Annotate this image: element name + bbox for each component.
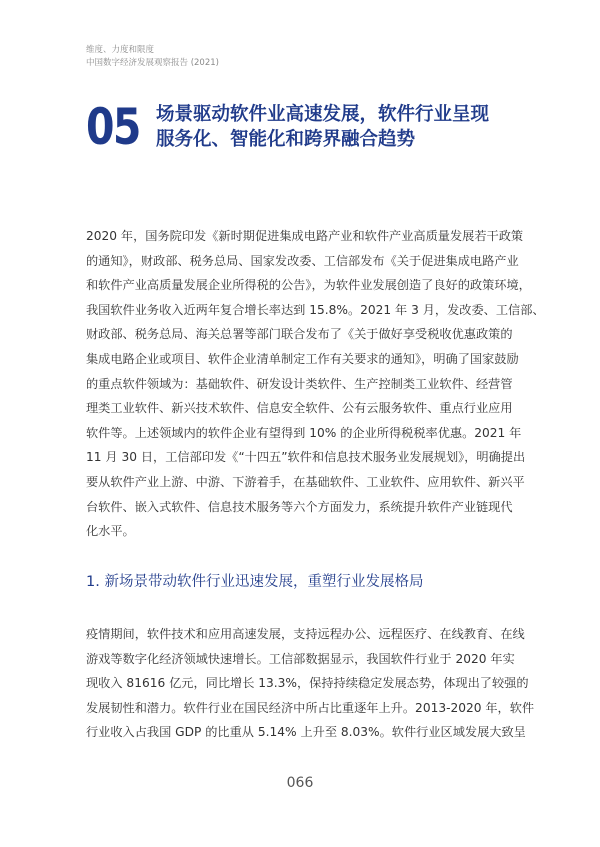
paragraph-line: 行业收入占我国 GDP 的比重从 5.14% 上升至 8.03%。软件行业区域发展大致呈 [86,725,526,740]
running-header [86,44,219,70]
section-heading: 1. 新场景带动软件行业迅速发展，重塑行业发展格局 [86,574,424,590]
intro-paragraph [86,224,545,544]
paragraph-line: 2020 年，国务院印发《新时期促进集成电路产业和软件产业高质量发展若干政策 [86,229,524,243]
chapter-title-line: 服务化、智能化和跨界融合趋势 [156,129,416,150]
chapter-title-line: 场景驱动软件业高速发展，软件行业呈现 [156,104,490,125]
paragraph-line: 理类工业软件、新兴技术软件、信息安全软件、公有云服务软件、重点行业应用 [86,401,513,416]
header-report-title: 中国数字经济发展观察报告 (2021) [86,58,219,68]
paragraph-line: 化水平。 [86,524,135,539]
paragraph-line: 现收入 81616 亿元，同比增长 13.3%，保持持续稳定发展态势，体现出了较强的 [86,676,529,691]
paragraph-line: 发展韧性和潜力。软件行业在国民经济中所占比重逐年上升。2013-2020 年，软件 [86,700,535,715]
section-paragraph [86,622,535,745]
paragraph-line: 集成电路企业或项目、软件企业清单制定工作有关要求的通知》，明确了国家鼓励 [86,351,519,366]
paragraph-line: 的重点软件领域为：基础软件、研发设计类软件、生产控制类工业软件、经营管 [86,376,513,391]
paragraph-line: 的通知》，财政部、税务总局、国家发改委、工信部发布《关于促进集成电路产业 [86,253,519,268]
chapter-title [156,102,516,152]
paragraph-line: 我国软件业务收入近两年复合增长率达到 15.8%。2021 年 3 月，发改委、工信部、 [86,302,545,317]
paragraph-line: 疫情期间，软件技术和应用高速发展，支持远程办公、远程医疗、在线教育、在线 [86,627,525,641]
page-number: 066 [286,775,314,791]
chapter-number: 05 [86,98,140,156]
paragraph-line: 和软件产业高质量发展企业所得税的公告》，为软件业发展创造了良好的政策环境， [86,278,531,293]
paragraph-line: 要从软件产业上游、中游、下游着手，在基础软件、工业软件、应用软件、新兴平 [86,474,525,489]
paragraph-line: 游戏等数字化经济领域快速增长。工信部数据显示，我国软件行业于 2020 年实 [86,651,515,666]
paragraph-line: 财政部、税务总局、海关总署等部门联合发布了《关于做好享受税收优惠政策的 [86,327,513,342]
paragraph-line: 11 月 30 日，工信部印发《“十四五”软件和信息技术服务业发展规划》，明确提出 [86,450,526,465]
chapter-heading [86,98,516,156]
paragraph-line: 台软件、嵌入式软件、信息技术服务等六个方面发力，系统提升软件产业链现代 [86,499,513,514]
header-subtitle: 维度、力度和限度 [86,45,155,55]
paragraph-line: 软件等。上述领域内的软件企业有望得到 10% 的企业所得税税率优惠。2021 年 [86,425,522,440]
